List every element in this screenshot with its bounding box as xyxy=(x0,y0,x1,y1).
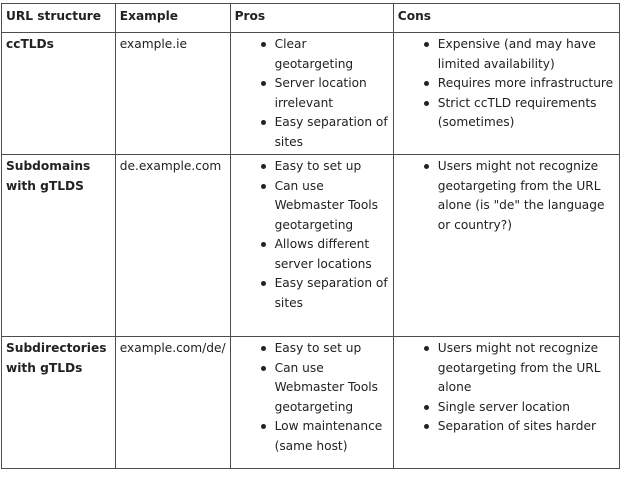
bullet-icon xyxy=(424,346,429,351)
bullet-icon xyxy=(261,164,266,169)
table-header-row xyxy=(2,4,620,33)
list-item xyxy=(438,157,615,235)
list-item-text: Requires more infrastructure xyxy=(437,76,614,90)
list-item xyxy=(275,417,389,456)
example-url-cell: de.example.com xyxy=(115,155,230,337)
pros-list xyxy=(235,157,389,313)
example-url-cell: example.com/de/ xyxy=(115,337,230,469)
pros-cell xyxy=(230,337,393,469)
bullet-icon xyxy=(424,424,429,429)
header-url-structure: URL structure xyxy=(2,4,116,33)
cons-list xyxy=(398,339,615,437)
bullet-icon xyxy=(424,42,429,47)
list-item-text: Strict ccTLD requirements (sometimes) xyxy=(437,95,597,129)
pros-list xyxy=(235,339,389,456)
list-item-text: Can use Webmaster Tools geotargeting xyxy=(274,178,379,232)
bullet-icon xyxy=(261,120,266,125)
bullet-icon xyxy=(261,184,266,189)
cons-list xyxy=(398,35,615,133)
url-structure-cell: Subdirectories with gTLDs xyxy=(2,337,116,469)
list-item xyxy=(438,35,615,74)
cons-list xyxy=(398,157,615,235)
bullet-icon xyxy=(424,164,429,169)
list-item-text: Clear geotargeting xyxy=(274,37,354,71)
example-url-cell: example.ie xyxy=(115,33,230,155)
list-item xyxy=(438,417,615,437)
bullet-icon xyxy=(261,424,266,429)
bullet-icon xyxy=(424,405,429,410)
list-item-text: Easy separation of sites xyxy=(274,115,388,149)
list-item xyxy=(275,177,389,236)
bullet-icon xyxy=(261,366,266,371)
list-item-text: Server location irrelevant xyxy=(274,76,367,110)
bullet-icon xyxy=(261,81,266,86)
header-pros: Pros xyxy=(230,4,393,33)
bullet-icon xyxy=(261,281,266,286)
url-structure-cell: ccTLDs xyxy=(2,33,116,155)
pros-cell xyxy=(230,33,393,155)
list-item xyxy=(275,235,389,274)
list-item xyxy=(438,339,615,398)
list-item-text: Separation of sites harder xyxy=(437,419,597,433)
table-row xyxy=(2,155,620,337)
pros-cell xyxy=(230,155,393,337)
list-item xyxy=(275,74,389,113)
list-item xyxy=(275,35,389,74)
table-row xyxy=(2,337,620,469)
list-item-text: Easy separation of sites xyxy=(274,276,388,310)
bullet-icon xyxy=(261,346,266,351)
geotargeting-comparison-table xyxy=(1,3,620,469)
list-item xyxy=(438,94,615,133)
list-item xyxy=(438,74,615,94)
list-item xyxy=(275,113,389,152)
list-item-text: Allows different server locations xyxy=(274,237,372,271)
bullet-icon xyxy=(424,101,429,106)
list-item-text: Easy to set up xyxy=(274,341,362,355)
bullet-icon xyxy=(261,242,266,247)
pros-list xyxy=(235,35,389,152)
table-row xyxy=(2,33,620,155)
list-item xyxy=(275,274,389,313)
list-item-text: Users might not recognize geotargeting from the URL alone (is "de" the language or country?) xyxy=(437,159,605,232)
list-item-text: Can use Webmaster Tools geotargeting xyxy=(274,360,379,414)
list-item xyxy=(275,157,389,177)
list-item xyxy=(438,398,615,418)
url-structure-cell: Subdomains with gTLDS xyxy=(2,155,116,337)
list-item-text: Single server location xyxy=(437,399,570,414)
cons-cell xyxy=(393,33,619,155)
list-item-text: Users might not recognize geotargeting from the URL alone xyxy=(437,341,601,394)
bullet-icon xyxy=(424,81,429,86)
list-item-text: Low maintenance (same host) xyxy=(274,419,383,453)
list-item-text: Easy to set up xyxy=(274,159,362,173)
header-example: Example xyxy=(115,4,230,33)
cons-cell xyxy=(393,337,619,469)
list-item-text: Expensive (and may have limited availability) xyxy=(437,37,596,71)
list-item xyxy=(275,359,389,418)
header-cons: Cons xyxy=(393,4,619,33)
cons-cell xyxy=(393,155,619,337)
bullet-icon xyxy=(261,42,266,47)
list-item xyxy=(275,339,389,359)
